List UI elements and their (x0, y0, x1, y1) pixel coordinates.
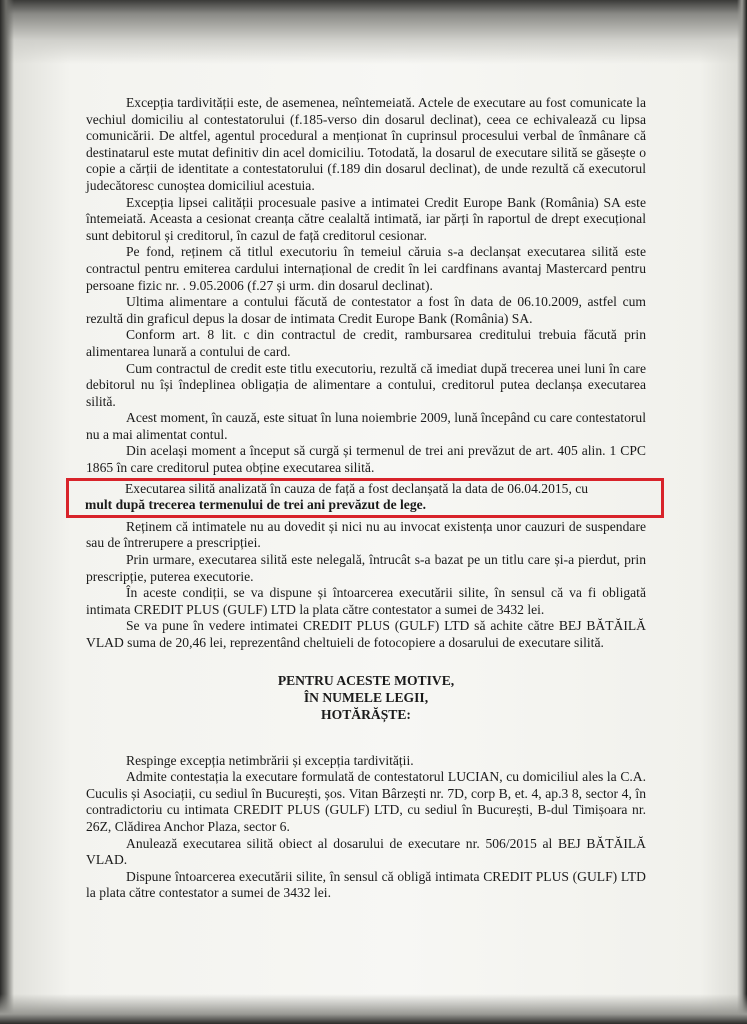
paragraph-return: În aceste condiții, se va dispune și întoarcerea executării silite, în sensul că va fi obligată intimata CREDIT PLUS (GULF) LTD la plata către contestator a sumei de 3432 lei. (86, 585, 646, 617)
paragraph-tardivity: Excepția tardivității este, de asemenea, neîntemeiată. Actele de executare au fost comunicate la vechiul domiciliu al contestatorului (f.185-verso din dosarul declinat), ceea ce echivalează cu lipsa comunicării. De altfel, agentul procedural a menționat în cuprinsul procesului verbal de înmânare că destinatarul este mutat definitiv din acel domiciliu. Totodată, la dosarul de executare silită se găsește o copie a cărții de identitate a contestatorului (f.189 din dosarul declinat), de unde rezultă că executorul judecătoresc cunoștea domiciliul acestuia. (86, 95, 646, 193)
paragraph-passive-capacity: Excepția lipsei calității procesuale pasive a intimatei Credit Europe Bank (România) SA este întemeiată. Aceasta a cesionat creanța către cealaltă intimată, iar părți în raportul de drept execuțional sunt debitorul și creditorul, în cazul de față creditorul cesionar. (86, 194, 646, 243)
heading-law: ÎN NUMELE LEGII, (303, 689, 429, 705)
paragraph-enforcement-title: Pe fond, reținem că titlul executoriu în temeiul căruia s-a declanșat executarea silită este contractul pentru emiterea cardului internațional de credit în lei cardfinans avantaj Mastercard pentru persoane fizic nr. . 9.05.2006 (f.27 și urm. din dosarul declinat). (86, 244, 646, 293)
scan-shadow-right (737, 0, 747, 1024)
scan-shadow-top (0, 0, 747, 64)
highlight-line-2: mult după trecerea termenului de trei ani prevăzut de lege. (85, 497, 427, 513)
paragraph-costs: Se va pune în vedere intimatei CREDIT PLUS (GULF) LTD să achite către BEJ BĂTĂILĂ VLAD suma de 20,46 lei, reprezentând cheltuieli de fotocopiere a dosarului de executare silită. (86, 618, 646, 650)
paragraph-rejects: Respinge excepția netimbrării și excepția tardivității. (126, 752, 414, 768)
heading-motives: PENTRU ACESTE MOTIVE, (277, 672, 455, 688)
scan-shadow-bottom (0, 994, 747, 1024)
paragraph-no-suspension: Reținem că intimatele nu au dovedit și nici nu au invocat existența unor cauzuri de suspendare sau de întrerupere a prescripției. (86, 518, 646, 551)
ruling-headings (86, 672, 646, 723)
highlight-box (66, 478, 664, 518)
paragraph-enforceable-title: Cum contractul de credit este titlu executoriu, rezultă că imediat după trecerea unei luni în care debitorul nu își îndeplinea obligația de alimentare a contului, creditorul putea declanșa executarea silită. (86, 360, 646, 409)
paragraph-moment: Acest moment, în cauză, este situat în luna noiembrie 2009, lună începând cu care contestatorul nu a mai alimentat contul. (86, 410, 646, 442)
highlight-line-1: Executarea silită analizată în cauza de față a fost declanșată la data de 06.04.2015, cu (125, 480, 589, 496)
scan-shadow-left (0, 0, 14, 1024)
paragraph-unlawful: Prin urmare, executarea silită este nelegală, întrucât s-a bazat pe un titlu care și-a pierdut, prin prescripție, puterea executorie. (86, 552, 646, 584)
paragraph-admits: Admite contestația la executare formulată de contestatorul LUCIAN, cu domiciliul ales la C.A. Cuculis și Asociații, cu sediul în București, șos. Vitan Bârzești nr. 7D, corp B, et. 4, ap.3 8, sector 4, în contradictoriu cu intimata CREDIT PLUS (GULF) LTD, cu sediul în București, B-dul Timișoara nr. 26Z, Clădirea Anchor Plaza, sector 6. (86, 769, 646, 834)
paragraph-annuls: Anulează executarea silită obiect al dosarului de executare nr. 506/2015 al BEJ BĂTĂILĂ VLAD. (86, 835, 646, 868)
heading-decides: HOTĂRĂȘTE: (321, 706, 411, 722)
paragraph-term-start: Din același moment a început să curgă și termenul de trei ani prevăzut de art. 405 alin. 1 CPC 1865 în care creditorul putea obține executarea silită. (86, 443, 646, 476)
paragraph-last-payment: Ultima alimentare a contului făcută de contestator a fost în data de 06.10.2009, astfel cum rezultă din graficul depus la dosar de intimata Credit Europe Bank (România) SA. (86, 294, 646, 326)
document-body (86, 95, 646, 902)
paragraph-contract-article: Conform art. 8 lit. c din contractul de credit, rambursarea creditului trebuia făcută prin alimentarea lunară a contului de card. (86, 327, 646, 359)
paragraph-orders-return: Dispune întoarcerea executării silite, în sensul că obligă intimata CREDIT PLUS (GULF) LTD la plata către contestator a sumei de 3432 lei. (86, 868, 646, 901)
